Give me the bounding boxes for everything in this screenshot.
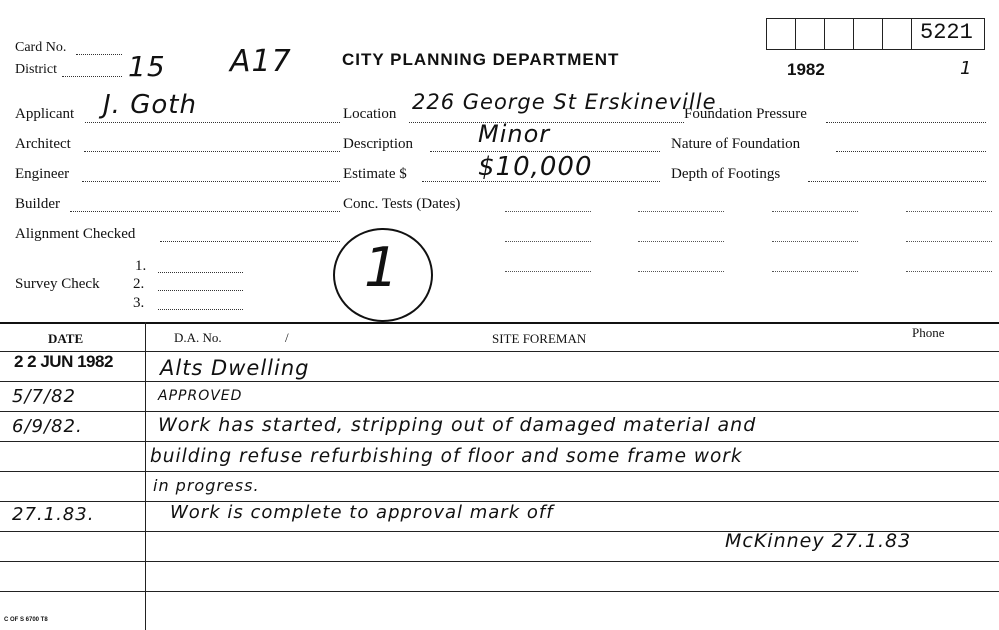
- form-code: C OF S 6700 T8: [4, 617, 48, 623]
- conc-line: [505, 241, 591, 242]
- district-label: District: [15, 62, 57, 77]
- survey-check-label: Survey Check: [15, 276, 100, 292]
- location-label: Location: [343, 106, 397, 122]
- district-value: 15: [128, 50, 166, 83]
- applicant-line: [85, 122, 340, 123]
- signature: McKinney 27.1.83: [725, 530, 912, 552]
- conc-line: [906, 211, 992, 212]
- date-column-divider: [145, 322, 146, 630]
- conc-line: [505, 271, 591, 272]
- log-date: 5/7/82: [12, 386, 76, 407]
- number-box-cell: [795, 18, 825, 50]
- card-number: 5221: [920, 20, 973, 45]
- row-rule: [0, 561, 999, 562]
- survey-num-1: 1.: [135, 258, 147, 274]
- applicant-label: Applicant: [15, 106, 75, 122]
- log-date-stamp: 2 2 JUN 1982: [14, 352, 113, 371]
- row-rule: [0, 441, 999, 442]
- log-date: 27.1.83.: [12, 504, 95, 525]
- row-rule: [0, 381, 999, 382]
- conc-line: [638, 211, 724, 212]
- survey-line-2: [158, 290, 243, 291]
- table-top-rule: [0, 322, 999, 324]
- number-box-cell: [766, 18, 796, 50]
- estimate-value: $10,000: [478, 152, 593, 182]
- survey-line-3: [158, 309, 243, 310]
- log-entry-text: in progress.: [153, 476, 260, 495]
- depth-footings-label: Depth of Footings: [671, 166, 781, 182]
- row-rule: [0, 411, 999, 412]
- phone-header: Phone: [912, 325, 945, 340]
- conc-line: [906, 271, 992, 272]
- conc-line: [772, 241, 858, 242]
- conc-line: [772, 211, 858, 212]
- date-header: DATE: [48, 331, 84, 346]
- conc-line: [638, 271, 724, 272]
- log-entry-text: Work has started, stripping out of damaged material and: [158, 414, 757, 436]
- depth-footings-line: [808, 181, 986, 182]
- log-entry-text: Work is complete to approval mark off: [170, 502, 554, 523]
- conc-line: [906, 241, 992, 242]
- conc-line: [638, 241, 724, 242]
- site-foreman-header: SITE FOREMAN: [492, 331, 587, 346]
- estimate-label: Estimate $: [343, 166, 407, 182]
- log-entry-text: APPROVED: [158, 388, 243, 404]
- description-label: Description: [343, 136, 413, 152]
- survey-num-2: 2.: [133, 276, 145, 292]
- row-rule: [0, 591, 999, 592]
- alignment-label: Alignment Checked: [15, 226, 136, 242]
- da-tick: /: [285, 330, 289, 345]
- number-box-cell: [824, 18, 854, 50]
- description-value: Minor: [478, 120, 551, 148]
- engineer-label: Engineer: [15, 166, 70, 182]
- card-no-label: Card No.: [15, 40, 67, 55]
- builder-label: Builder: [15, 196, 60, 212]
- department-title: CITY PLANNING DEPARTMENT: [342, 50, 620, 69]
- row-rule: [0, 471, 999, 472]
- log-entry-text: building refuse refurbishing of floor and some frame work: [150, 446, 743, 467]
- log-date: 6/9/82.: [12, 416, 83, 437]
- architect-line: [84, 151, 340, 152]
- foundation-pressure-label: Foundation Pressure: [684, 106, 807, 122]
- da-header: D.A. No.: [174, 330, 222, 345]
- nature-foundation-line: [836, 151, 986, 152]
- corner-mark: 1: [960, 58, 973, 79]
- engineer-line: [82, 181, 340, 182]
- applicant-value: J. Goth: [103, 90, 197, 120]
- header-rule: [0, 351, 999, 352]
- conc-line: [505, 211, 591, 212]
- year: 1982: [787, 60, 825, 79]
- log-entry-text: Alts Dwelling: [160, 356, 310, 380]
- builder-line: [70, 211, 340, 212]
- circled-number-text: 1: [364, 236, 400, 299]
- survey-num-3: 3.: [133, 295, 145, 311]
- conc-line: [772, 271, 858, 272]
- location-value: 226 George St Erskineville: [412, 90, 717, 114]
- district-line: [62, 76, 122, 77]
- nature-foundation-label: Nature of Foundation: [671, 136, 801, 152]
- number-box-cell: [853, 18, 883, 50]
- architect-label: Architect: [15, 136, 71, 152]
- conc-tests-label: Conc. Tests (Dates): [343, 196, 461, 212]
- foundation-pressure-line: [826, 122, 986, 123]
- number-box-cell: [882, 18, 912, 50]
- alignment-line: [160, 241, 340, 242]
- survey-line-1: [158, 272, 243, 273]
- card-value: A17: [230, 44, 292, 79]
- card-no-line: [76, 54, 122, 55]
